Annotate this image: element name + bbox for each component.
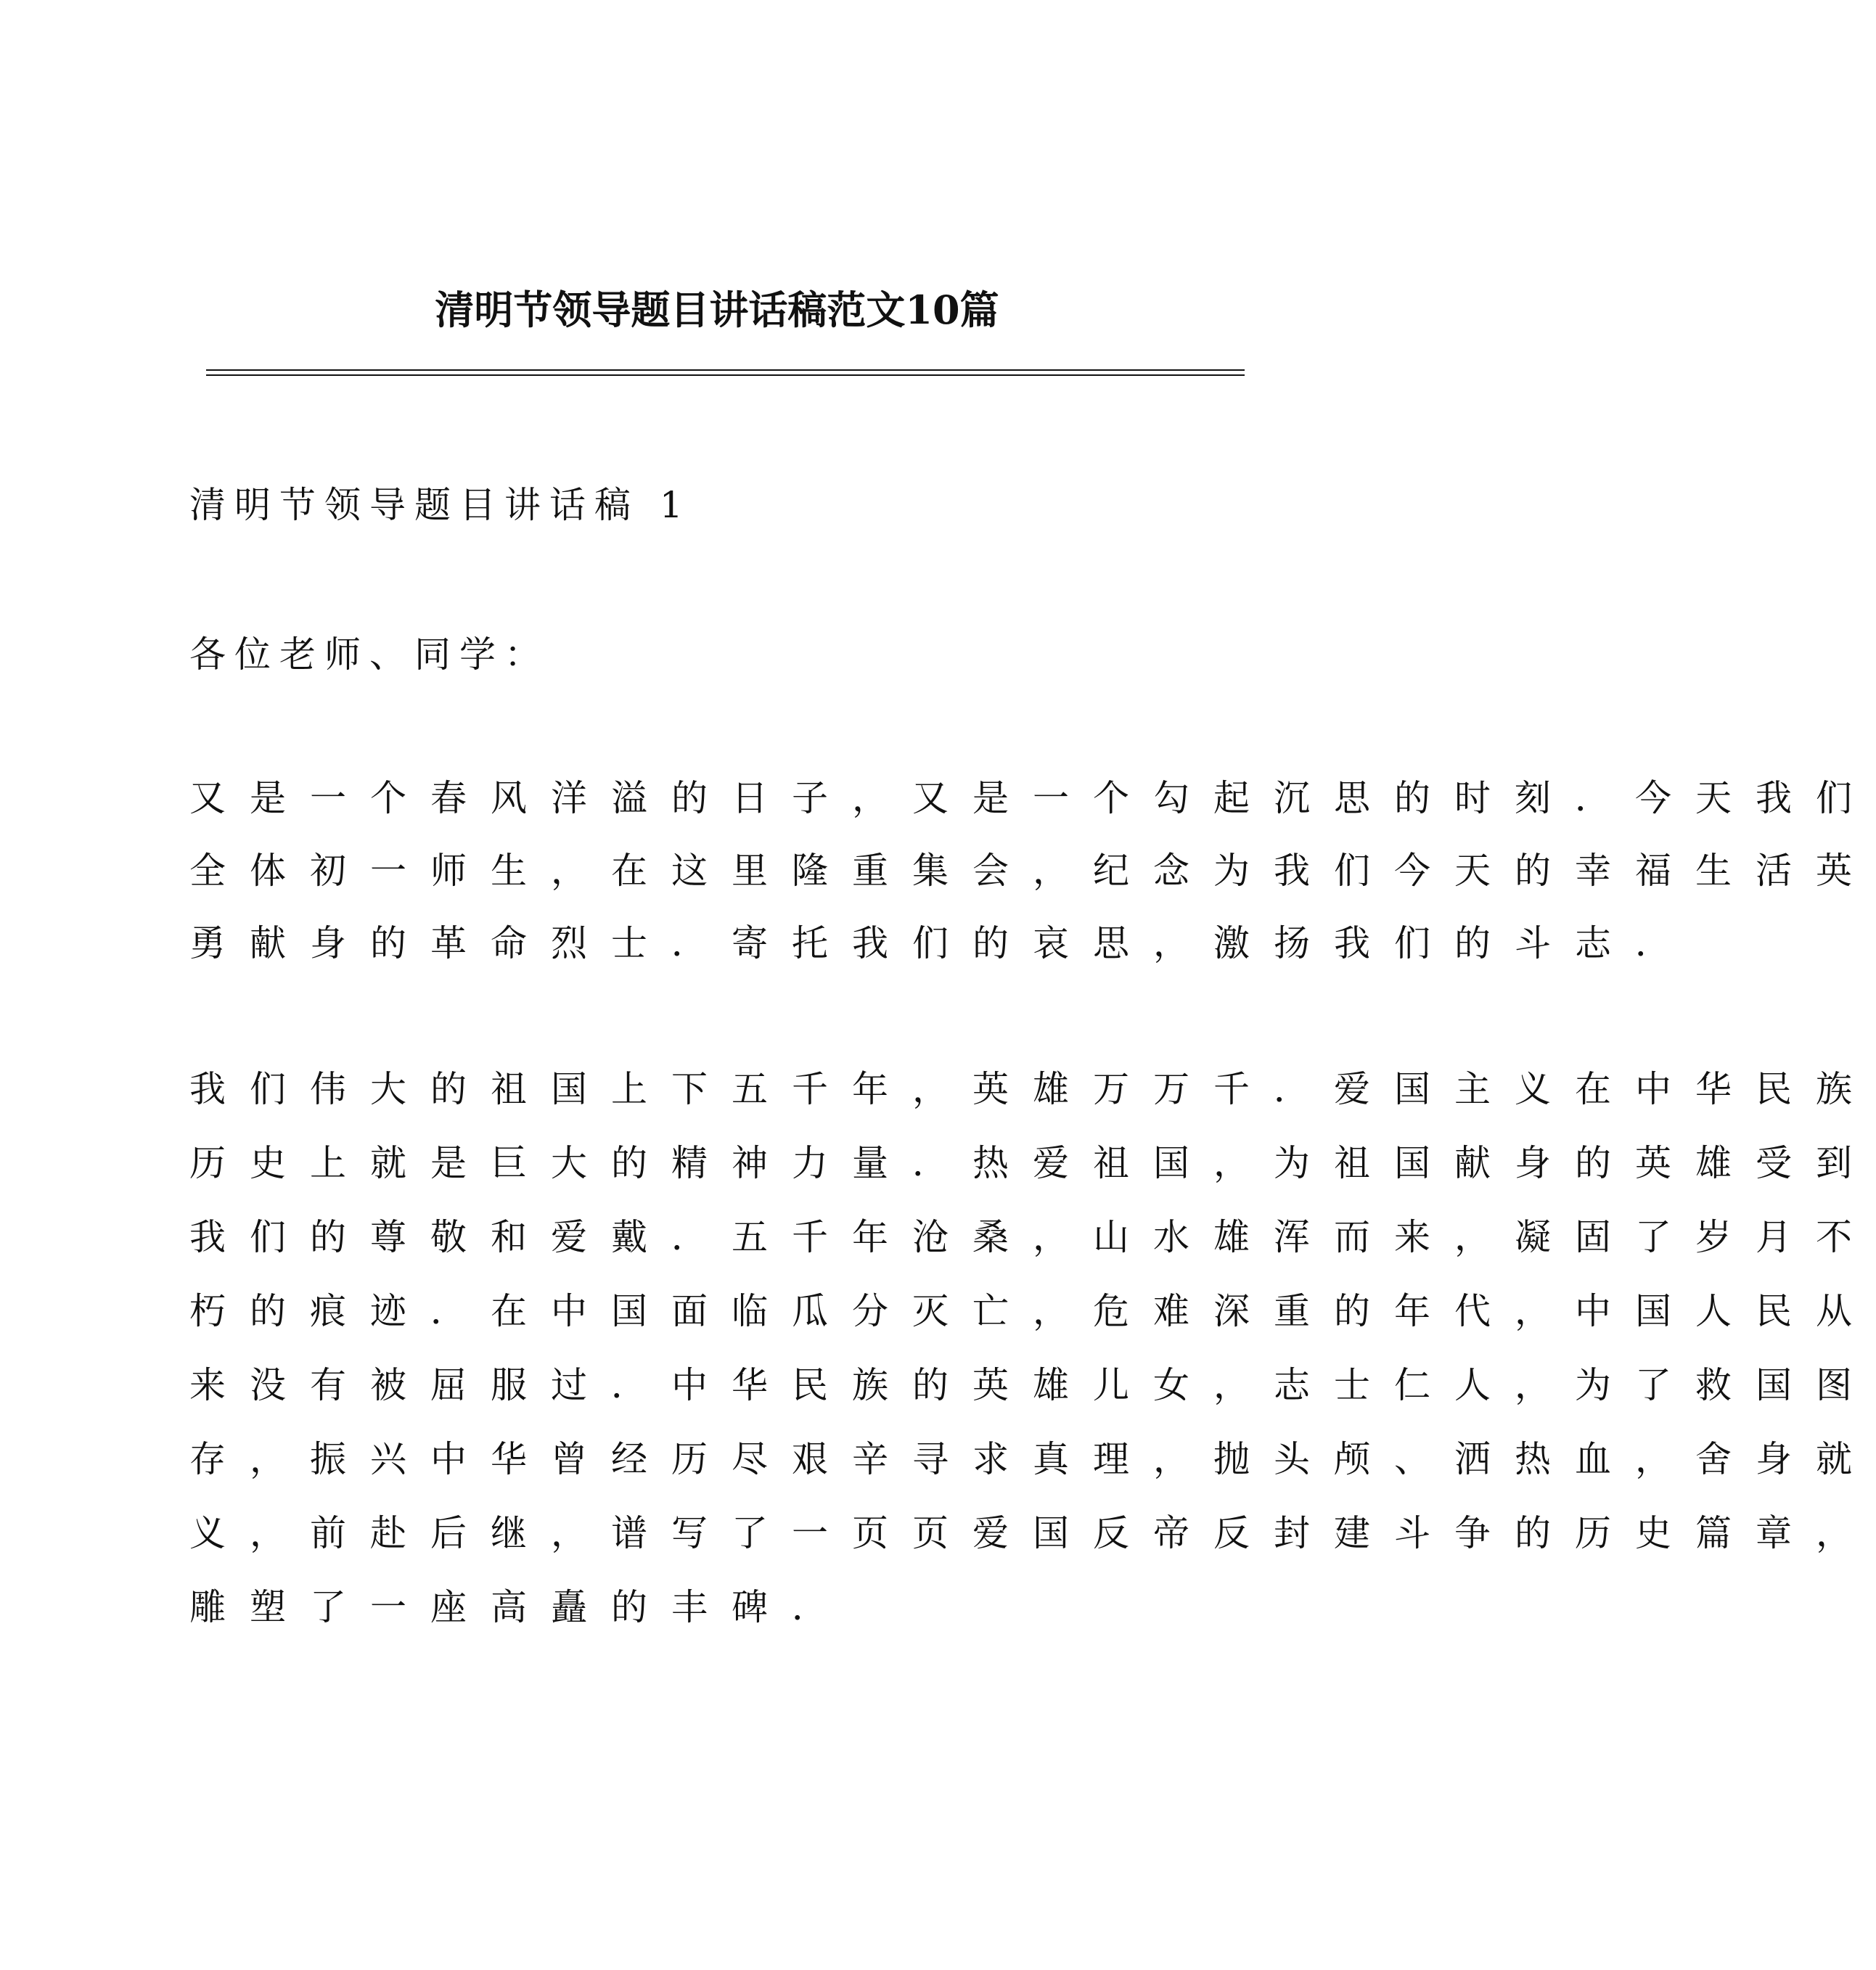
- paragraph-line: 义，前赴后继，谱写了一页页爱国反帝反封建斗争的历史篇章，: [189, 1512, 1876, 1554]
- paragraph-line: 全体初一师生，在这里隆重集会，纪念为我们今天的幸福生活英: [189, 850, 1876, 892]
- salutation: 各位老师、同学：: [189, 633, 549, 676]
- paragraph-line: 雕塑了一座高矗的丰碑．: [189, 1586, 852, 1628]
- title-rule-top: [206, 369, 1245, 371]
- paragraph-2: [189, 1053, 1876, 1645]
- section-heading: 清明节领导题目讲话稿 1: [189, 484, 692, 526]
- document-title: 清明节领导题目讲话稿范文10篇: [435, 287, 999, 333]
- paragraph-line: 来没有被屈服过．中华民族的英雄儿女，志士仁人，为了救国图: [189, 1364, 1876, 1406]
- paragraph-line: 朽的痕迹．在中国面临瓜分灭亡，危难深重的年代，中国人民从: [189, 1290, 1876, 1332]
- title-rule-bottom: [206, 374, 1245, 376]
- paragraph-line: 我们的尊敬和爱戴．五千年沧桑，山水雄浑而来，凝固了岁月不: [189, 1216, 1876, 1258]
- paragraph-line: 勇献身的革命烈士．寄托我们的哀思，激扬我们的斗志．: [189, 922, 1695, 964]
- paragraph-line: 存，振兴中华曾经历尽艰辛寻求真理，抛头颅、洒热血，舍身就: [189, 1438, 1876, 1480]
- paragraph-line: 历史上就是巨大的精神力量．热爱祖国，为祖国献身的英雄受到: [189, 1142, 1876, 1184]
- paragraph-1: [189, 762, 1876, 980]
- paragraph-line: 又是一个春风洋溢的日子，又是一个勾起沉思的时刻．今天我们: [189, 777, 1876, 819]
- paragraph-line: 我们伟大的祖国上下五千年，英雄万万千．爱国主义在中华民族: [189, 1068, 1876, 1110]
